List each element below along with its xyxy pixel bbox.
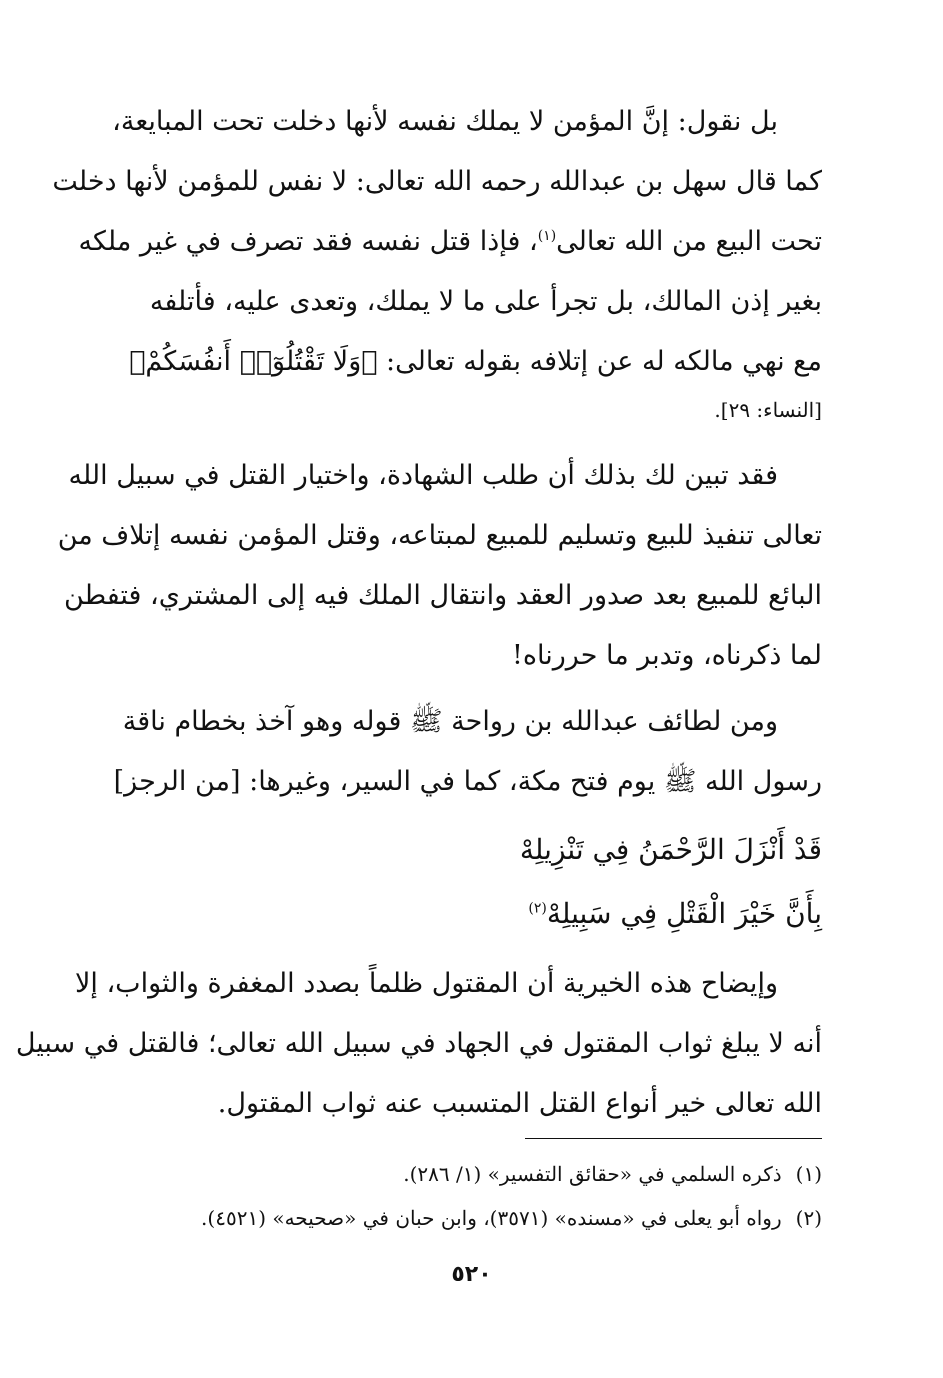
footnote-marker: (١) <box>537 228 557 244</box>
footnote-1 <box>110 1152 822 1196</box>
text-line: رسول الله ﷺ يوم فتح مكة، كما في السير، وغيرها: [من الرجز] <box>113 766 822 797</box>
verse-line-1 <box>110 818 822 882</box>
footnote-marker: (٢) <box>528 900 547 917</box>
paragraph-2 <box>57 446 822 686</box>
footnote-divider <box>525 1138 822 1139</box>
text-line-with-footnote <box>78 212 822 272</box>
text-line: بغير إذن المالك، بل تجرأ على ما لا يملك، وتعدى عليه، فأتلفه <box>149 286 822 317</box>
text-line: ومن لطائف عبدالله بن رواحة ﷺ قوله وهو آخذ بخطام ناقة <box>122 706 778 737</box>
footnote-number: (١) <box>795 1162 822 1186</box>
text-line: كما قال سهل بن عبدالله رحمه الله تعالى: لا نفس للمؤمن لأنها دخلت <box>52 166 822 197</box>
footnotes <box>110 1152 822 1240</box>
quran-reference: [النساء: ٢٩]. <box>714 398 822 422</box>
text-line: بل نقول: إنَّ المؤمن لا يملك نفسه لأنها دخلت تحت المبايعة، <box>112 106 778 137</box>
text-line: مع نهي مالكه له عن إتلافه بقوله تعالى: ﴿وَلَا تَقْتُلُوٓا۟ أَنفُسَكُمْ﴾ <box>129 346 822 377</box>
paragraph-3 <box>110 692 822 812</box>
footnote-number: (٢) <box>795 1206 822 1230</box>
footnote-2 <box>110 1196 822 1240</box>
verse-text: قَدْ أَنْزَلَ الرَّحْمَنُ فِي تَنْزِيلِهْ <box>519 833 822 866</box>
verse-text: بِأَنَّ خَيْرَ الْقَتْلِ فِي سَبِيلِهْ <box>546 897 822 930</box>
verse-line-2 <box>110 882 822 946</box>
text-line-segment: تحت البيع من الله تعالى$^{(١)}$، فإذا قتل نفسه فقد تصرف في غير ملكه <box>78 226 822 257</box>
text-line: وإيضاح هذه الخيرية أن المقتول ظلماً بصدد المغفرة والثواب، إلا <box>74 968 778 999</box>
paragraph-1 <box>52 92 822 428</box>
paragraph-4 <box>15 954 822 1134</box>
page-number: ٥٢٠ <box>451 1262 492 1287</box>
footnote-text: رواه أبو يعلى في «مسنده» (٣٥٧١)، وابن حبان في «صحيحه» (٤٥٢١). <box>201 1206 782 1230</box>
text-line: البائع للمبيع بعد صدور العقد وانتقال الملك فيه إلى المشتري، فتفطن <box>64 580 822 611</box>
text-line: أنه لا يبلغ ثواب المقتول في الجهاد في سبيل الله تعالى؛ فالقتل في سبيل <box>15 1028 822 1059</box>
text-line: لما ذكرناه، وتدبر ما حررناه! <box>512 640 822 671</box>
footnote-text: ذكره السلمي في «حقائق التفسير» (١/ ٢٨٦). <box>403 1162 782 1186</box>
page-body <box>15 92 822 1134</box>
text-line: فقد تبين لك بذلك أن طلب الشهادة، واختيار القتل في سبيل الله <box>68 460 778 491</box>
text-line: الله تعالى خير أنواع القتل المتسبب عنه ثواب المقتول. <box>217 1088 822 1119</box>
text-line: تعالى تنفيذ للبيع وتسليم للمبيع لمبتاعه، وقتل المؤمن نفسه إتلاف من <box>57 520 822 551</box>
